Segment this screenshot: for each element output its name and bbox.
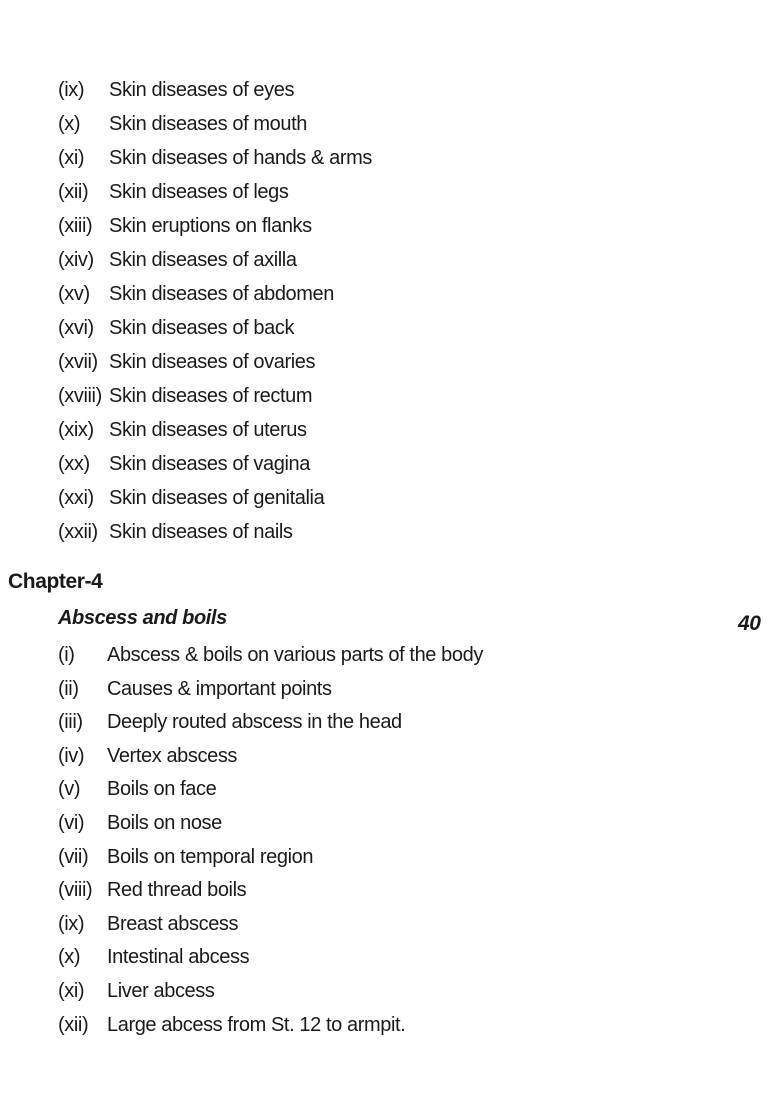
item-number: (xii) — [58, 181, 89, 203]
item-text: Boils on face — [107, 778, 217, 801]
item-text: Intestinal abcess — [107, 946, 250, 969]
item-number: (iii) — [58, 711, 83, 734]
item-number: (xxi) — [58, 487, 94, 509]
item-number: (xv) — [58, 283, 90, 305]
item-number: (xix) — [58, 419, 94, 441]
item-text: Skin diseases of vagina — [109, 453, 310, 475]
item-text: Skin diseases of rectum — [109, 385, 313, 407]
item-number: (xiii) — [58, 215, 93, 237]
item-text: Large abcess from St. 12 to armpit. — [107, 1013, 406, 1036]
item-number: (vi) — [58, 811, 85, 834]
item-text: Skin diseases of eyes — [109, 79, 295, 101]
item-text: Skin diseases of genitalia — [109, 487, 325, 509]
item-text: Skin diseases of axilla — [109, 249, 297, 271]
item-number: (xi) — [58, 147, 85, 169]
item-text: Causes & important points — [107, 677, 332, 700]
item-number: (xii) — [58, 1013, 89, 1036]
item-number: (xx) — [58, 453, 90, 475]
item-number: (xvii) — [58, 351, 98, 373]
item-number: (ix) — [58, 912, 85, 935]
item-text: Boils on temporal region — [107, 845, 314, 868]
item-text: Skin eruptions on flanks — [109, 215, 312, 237]
item-number: (v) — [58, 778, 81, 801]
item-text: Skin diseases of uterus — [109, 419, 307, 441]
item-number: (x) — [58, 946, 81, 969]
item-text: Skin diseases of nails — [109, 521, 293, 543]
item-number: (xxii) — [58, 521, 98, 543]
item-number: (i) — [58, 644, 75, 666]
item-text: Skin diseases of legs — [109, 181, 289, 203]
item-number: (ix) — [58, 79, 85, 101]
item-text: Skin diseases of hands & arms — [109, 147, 372, 169]
item-text: Skin diseases of back — [109, 317, 295, 339]
item-text: Abscess & boils on various parts of the body — [107, 644, 483, 666]
item-number: (vii) — [58, 845, 89, 868]
item-text: Skin diseases of ovaries — [109, 351, 316, 373]
item-number: (xviii) — [58, 385, 102, 407]
item-number: (ii) — [58, 677, 79, 700]
section-heading: Abscess and boils — [58, 607, 227, 629]
item-text: Breast abscess — [107, 912, 239, 935]
item-number: (xiv) — [58, 249, 94, 271]
item-text: Liver abcess — [107, 979, 215, 1002]
item-text: Vertex abscess — [107, 744, 238, 767]
item-number: (iv) — [58, 744, 85, 767]
item-number: (xi) — [58, 979, 85, 1002]
item-text: Skin diseases of abdomen — [109, 283, 334, 305]
chapter-title: Chapter-4 — [8, 570, 103, 593]
item-text: Boils on nose — [107, 811, 222, 834]
item-text: Red thread boils — [107, 879, 247, 902]
item-text: Deeply routed abscess in the head — [107, 711, 402, 734]
item-number: (xvi) — [58, 317, 94, 339]
item-number: (x) — [58, 113, 81, 135]
item-number: (viii) — [58, 879, 93, 902]
item-text: Skin diseases of mouth — [109, 113, 307, 135]
page-number: 40 — [738, 612, 761, 635]
